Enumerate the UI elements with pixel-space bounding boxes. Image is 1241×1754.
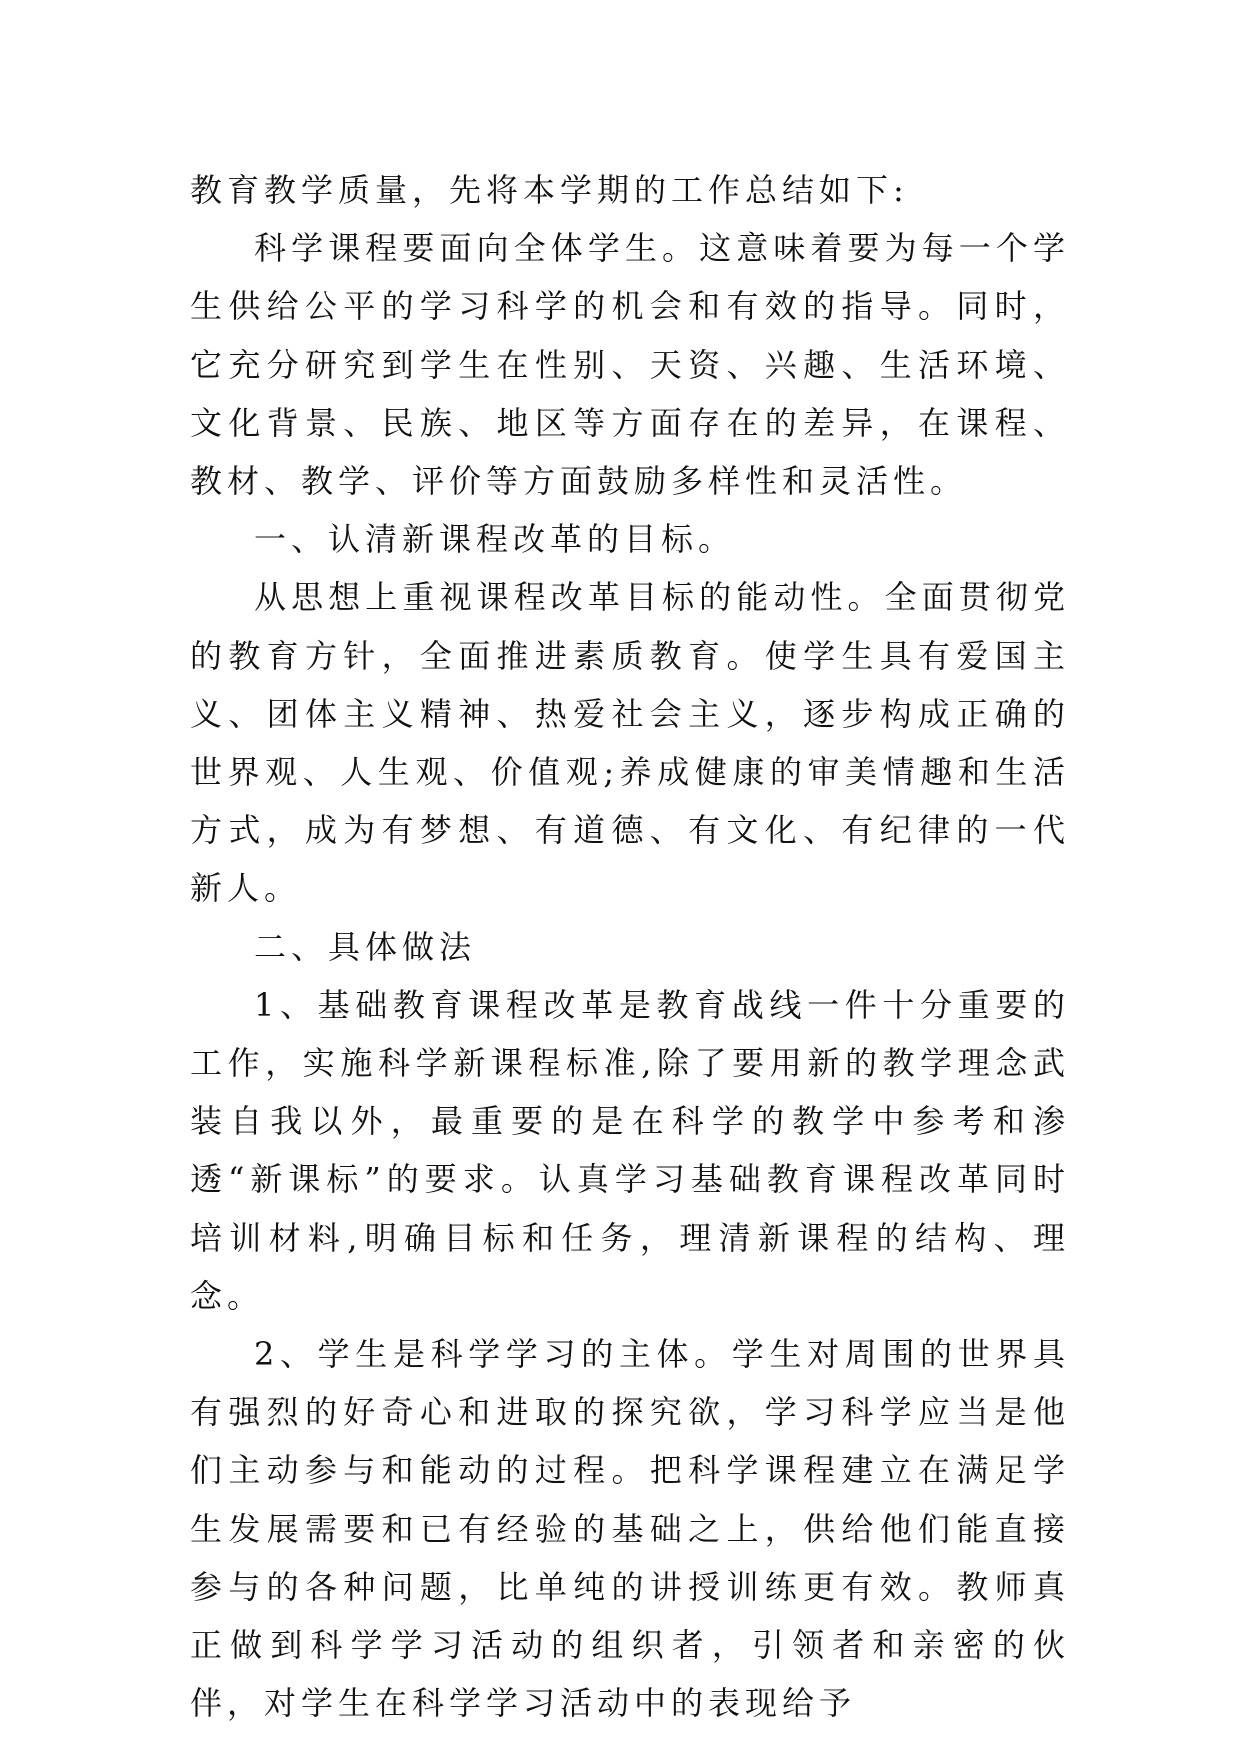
document-body [190,161,1070,1732]
paragraph-method-1: 1、基础教育课程改革是教育战线一件十分重要的工作，实施科学新课程标准,除了要用新的教学理念武装自我以外，最重要的是在科学的教学中参考和渗透“新课标”的要求。认真学习基础教育课程改革同时培训材料,明确目标和任务，理清新课程的结构、理念。 [190,985,1070,1315]
paragraph-science-curriculum: 科学课程要面向全体学生。这意味着要为每一个学生供给公平的学习科学的机会和有效的指导。同时，它充分研究到学生在性别、天资、兴趣、生活环境、文化背景、民族、地区等方面存在的差异，在课程、教材、教学、评价等方面鼓励多样性和灵活性。 [190,229,1070,501]
paragraph-method-2: 2、学生是科学学习的主体。学生对周围的世界具有强烈的好奇心和进取的探究欲，学习科学应当是他们主动参与和能动的过程。把科学课程建立在满足学生发展需要和已有经验的基础之上，供给他们能直接参与的各种问题，比单纯的讲授训练更有效。教师真正做到科学学习活动的组织者，引领者和亲密的伙伴，对学生在科学学习活动中的表现给予 [190,1335,1070,1723]
paragraph-goals: 从思想上重视课程改革目标的能动性。全面贯彻党的教育方针，全面推进素质教育。使学生具有爱国主义、团体主义精神、热爱社会主义，逐步构成正确的世界观、人生观、价值观;养成健康的审美情趣和生活方式，成为有梦想、有道德、有文化、有纪律的一代新人。 [190,578,1070,908]
section-heading-goals: 一、认清新课程改革的目标。 [254,520,736,559]
section-heading-methods: 二、具体做法 [254,927,477,966]
paragraph-intro: 教育教学质量，先将本学期的工作总结如下: [190,171,909,209]
